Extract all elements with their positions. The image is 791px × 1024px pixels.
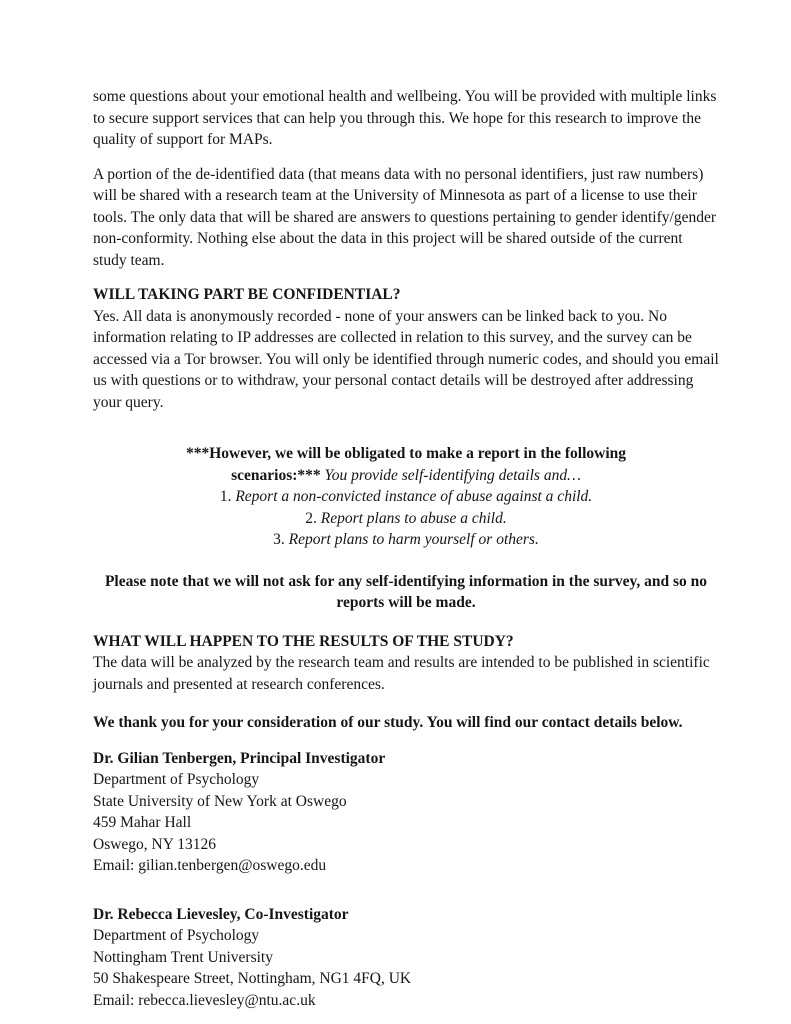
report-scenario-number: 3. <box>273 531 285 548</box>
report-scenario-number: 2. <box>305 509 317 527</box>
contact-address-line: Oswego, NY 13126 <box>93 835 216 853</box>
contact-principal-investigator <box>93 748 719 877</box>
report-scenario-text: Report a non-convicted instance of abuse against a child. <box>235 488 593 505</box>
report-scenario-item <box>93 508 719 530</box>
confidentiality-body: Yes. All data is anonymously recorded - none of your answers can be linked back to you. No information relating to IP addresses are collected in relation to this survey, and the survey can be accessed via a Tor browser. You will only be identified through numeric codes, and should you email us with questions or to withdraw, your personal contact details will be destroyed after addressing your query. <box>93 307 719 411</box>
confidentiality-section <box>93 284 719 413</box>
no-reports-note: Please note that we will not ask for any self-identifying information in the survey, and so no reports will be made. <box>104 572 708 611</box>
contact-email: Email: rebecca.lievesley@ntu.ac.uk <box>93 991 316 1009</box>
report-scenario-item <box>93 486 719 508</box>
report-obligation-notice <box>93 443 719 551</box>
contact-co-investigator <box>93 904 719 1012</box>
report-obligation-lead <box>171 443 641 486</box>
contact-name-title: Dr. Gilian Tenbergen, Principal Investigator <box>93 749 386 767</box>
results-body: The data will be analyzed by the research team and results are intended to be published in scientific journals and presented at research conferences. <box>93 654 710 693</box>
intro-paragraph-wellbeing: some questions about your emotional health and wellbeing. You will be provided with multiple links to secure support services that can help you through this. We hope for this research to improve the quality of support for MAPs. <box>93 88 717 148</box>
contact-institution: State University of New York at Oswego <box>93 792 347 810</box>
contact-name-title: Dr. Rebecca Lievesley, Co-Investigator <box>93 905 349 923</box>
contact-department: Department of Psychology <box>93 927 260 944</box>
confidentiality-heading: WILL TAKING PART BE CONFIDENTIAL? <box>93 286 401 303</box>
intro-paragraph-data-sharing: A portion of the de-identified data (that means data with no personal identifiers, just raw numbers) will be shared with a research team at the University of Minnesota as part of a license to use their tools. The only data that will be shared are answers to questions pertaining to gender identify/gender non-conformity. Nothing else about the data in this project will be shared outside of the current study team. <box>93 165 716 269</box>
report-scenario-item <box>93 529 719 551</box>
contact-address-line: 50 Shakespeare Street, Nottingham, NG1 4FQ, UK <box>93 970 412 987</box>
report-scenario-number: 1. <box>219 488 232 505</box>
report-scenario-text: Report plans to abuse a child. <box>320 509 507 527</box>
contact-address-line: 459 Mahar Hall <box>93 814 192 831</box>
report-obligation-bold-text: ***However, we will be obligated to make a report in the following scenarios:*** <box>186 445 626 484</box>
results-heading: WHAT WILL HAPPEN TO THE RESULTS OF THE STUDY? <box>93 632 514 650</box>
report-scenario-text: Report plans to harm yourself or others. <box>288 531 539 548</box>
contact-department: Department of Psychology <box>93 771 260 788</box>
thanks-line: We thank you for your consideration of our study. You will find our contact details below. <box>93 714 683 731</box>
contact-institution: Nottingham Trent University <box>93 948 273 966</box>
contact-email: Email: gilian.tenbergen@oswego.edu <box>93 857 327 874</box>
report-obligation-italic-text: You provide self-identifying details and… <box>324 466 581 484</box>
results-section <box>93 631 719 696</box>
